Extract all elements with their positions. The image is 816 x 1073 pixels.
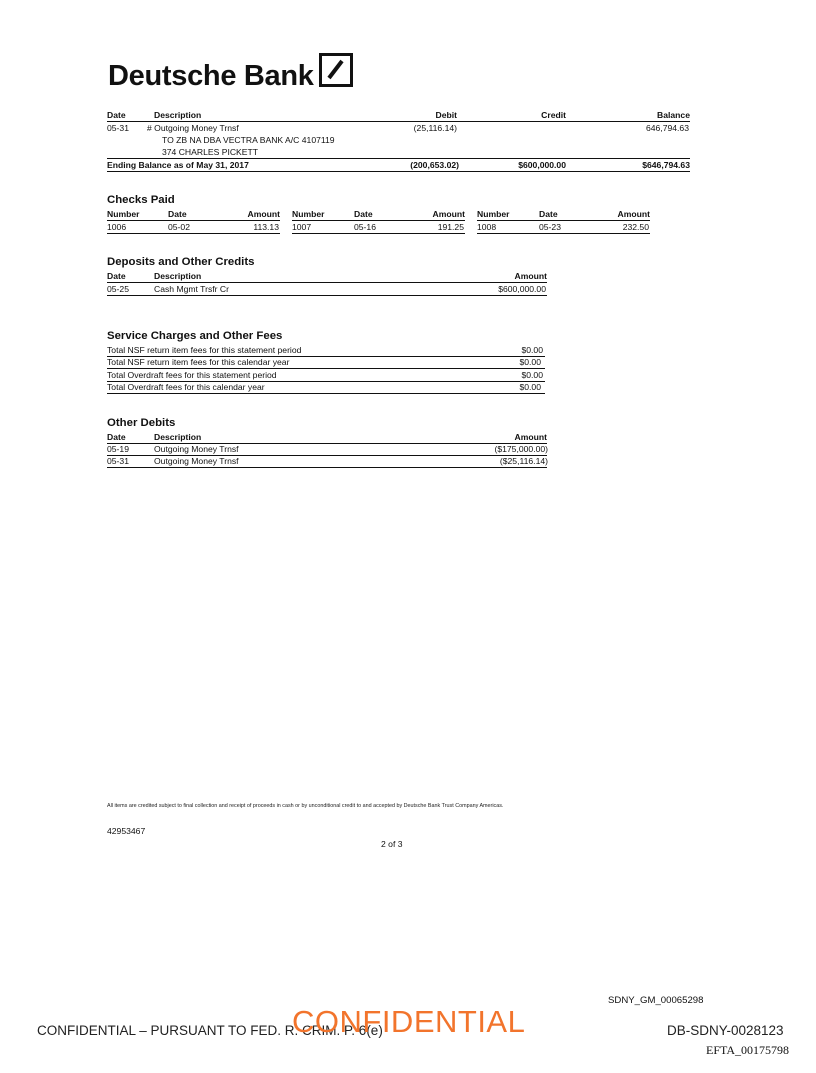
ending-balance: $646,794.63 — [642, 160, 690, 170]
confidential-stamp: CONFIDENTIAL — [292, 1004, 526, 1039]
check-amount: 191.25 — [437, 222, 464, 232]
check-number: 1008 — [477, 222, 497, 232]
credit-disclaimer: All items are credited subject to final collection and receipt of proceeds in cash or by unconditional credit to and accepted by Deutsche Bank Trust Company Americas. — [107, 803, 504, 809]
txn-debit: (25,116.14) — [413, 123, 457, 133]
deposits-title: Deposits and Other Credits — [107, 256, 255, 268]
checks-header-number: Number — [477, 209, 510, 219]
divider — [107, 171, 690, 172]
ending-credit: $600,000.00 — [518, 160, 566, 170]
fee-amount: $0.00 — [521, 370, 543, 380]
col-header-balance: Balance — [657, 110, 690, 120]
debit-amount: ($175,000.00) — [494, 444, 548, 454]
divider — [107, 393, 545, 394]
fee-label: Total Overdraft fees for this calendar year — [107, 382, 265, 392]
deposits-header-amount: Amount — [514, 271, 547, 281]
sdny-bates-number: SDNY_GM_00065298 — [608, 995, 704, 1006]
debits-header-description: Description — [154, 432, 202, 442]
other-debits-title: Other Debits — [107, 417, 176, 429]
checks-header-number: Number — [292, 209, 325, 219]
bank-logo-icon — [319, 53, 353, 87]
checks-header-amount: Amount — [247, 209, 280, 219]
deposit-amount: $600,000.00 — [498, 284, 546, 294]
divider — [107, 295, 547, 296]
txn-description: # Outgoing Money Trnsf — [147, 123, 239, 133]
divider — [477, 233, 650, 234]
ending-debit: (200,653.02) — [410, 160, 459, 170]
check-amount: 232.50 — [622, 222, 649, 232]
divider — [107, 233, 280, 234]
account-reference: 42953467 — [107, 826, 146, 836]
deposits-header-date: Date — [107, 271, 126, 281]
txn-detail-line: 374 CHARLES PICKETT — [162, 147, 258, 157]
check-number: 1006 — [107, 222, 127, 232]
debits-header-date: Date — [107, 432, 126, 442]
check-amount: 113.13 — [253, 222, 279, 232]
debits-header-amount: Amount — [514, 432, 547, 442]
checks-header-amount: Amount — [617, 209, 650, 219]
debit-date: 05-19 — [107, 444, 129, 454]
debit-amount: ($25,116.14) — [499, 456, 548, 466]
efta-number: EFTA_00175798 — [706, 1043, 790, 1057]
col-header-date: Date — [107, 110, 126, 120]
checks-header-date: Date — [539, 209, 558, 219]
fee-amount: $0.00 — [521, 345, 543, 355]
txn-date: 05-31 — [107, 123, 129, 133]
debit-description: Outgoing Money Trnsf — [154, 456, 239, 466]
service-charges-title: Service Charges and Other Fees — [107, 330, 283, 342]
checks-header-amount: Amount — [432, 209, 465, 219]
check-date: 05-23 — [539, 222, 561, 232]
deposits-header-description: Description — [154, 271, 202, 281]
db-bates-number: DB-SDNY-0028123 — [667, 1023, 784, 1038]
confidential-notice: CONFIDENTIAL – PURSUANT TO FED. R. CRIM. P. 6(e) — [37, 1023, 383, 1038]
col-header-debit: Debit — [435, 110, 457, 120]
fee-label: Total NSF return item fees for this calendar year — [107, 357, 290, 367]
check-date: 05-16 — [354, 222, 376, 232]
check-number: 1007 — [292, 222, 312, 232]
checks-header-number: Number — [107, 209, 140, 219]
ending-balance-label: Ending Balance as of May 31, 2017 — [107, 160, 249, 170]
bank-name: Deutsche Bank — [108, 60, 314, 92]
checks-paid-title: Checks Paid — [107, 194, 175, 206]
divider — [292, 233, 465, 234]
fee-amount: $0.00 — [519, 357, 541, 367]
col-header-description: Description — [154, 110, 202, 120]
checks-header-date: Date — [168, 209, 187, 219]
fee-label: Total NSF return item fees for this statement period — [107, 345, 302, 355]
txn-detail-line: TO ZB NA DBA VECTRA BANK A/C 4107119 — [162, 135, 335, 145]
col-header-credit: Credit — [541, 110, 566, 120]
debit-description: Outgoing Money Trnsf — [154, 444, 239, 454]
page-number: 2 of 3 — [381, 839, 403, 849]
check-date: 05-02 — [168, 222, 190, 232]
fee-label: Total Overdraft fees for this statement period — [107, 370, 277, 380]
fee-amount: $0.00 — [519, 382, 541, 392]
txn-balance: 646,794.63 — [645, 123, 689, 133]
checks-header-date: Date — [354, 209, 373, 219]
deposit-date: 05-25 — [107, 284, 129, 294]
divider — [107, 467, 547, 468]
debit-date: 05-31 — [107, 456, 129, 466]
deposit-description: Cash Mgmt Trsfr Cr — [154, 284, 229, 294]
